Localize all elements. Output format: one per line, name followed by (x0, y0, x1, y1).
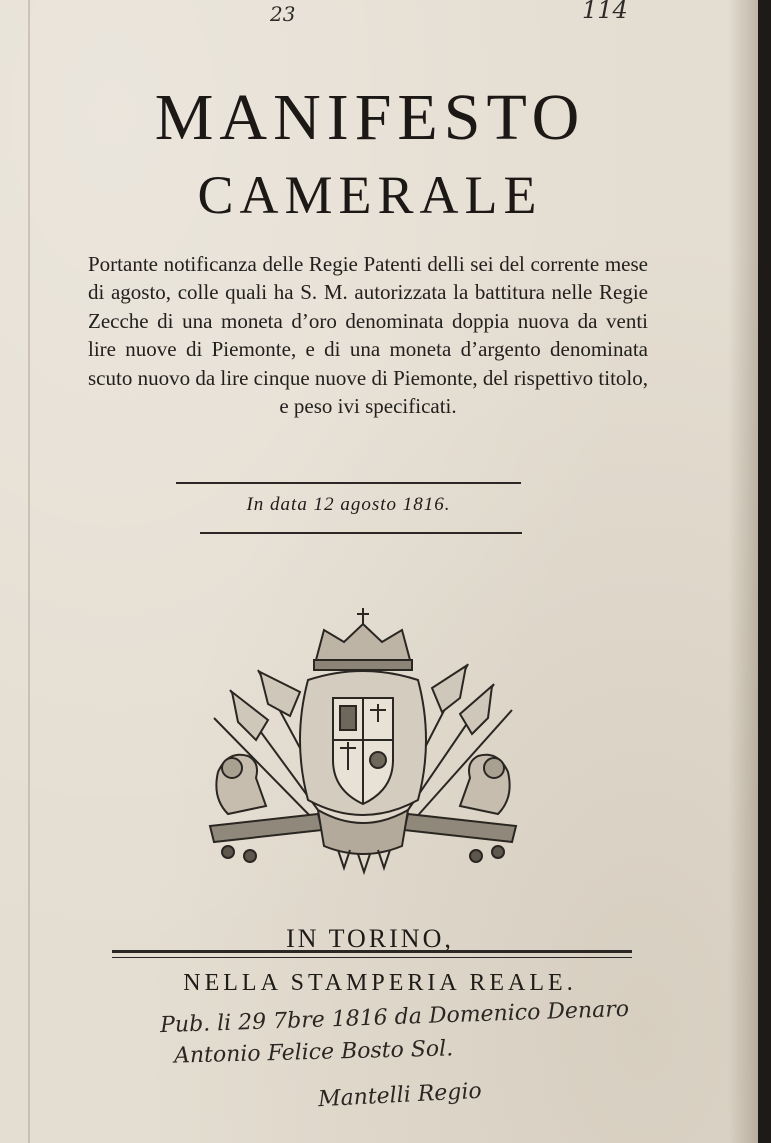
handwritten-note-line-1: Pub. li 29 7bre 1816 da Domenico Denaro (159, 996, 630, 1039)
title-line-1: MANIFESTO (154, 81, 586, 154)
imprint-printer: NELLA STAMPERIA REALE. (183, 970, 577, 996)
page-number-right: 114 (582, 0, 628, 24)
imprint-rule-thin (112, 957, 632, 958)
handwritten-signature: Mantelli Regio (317, 1078, 483, 1113)
date-line: In data 12 agosto 1816. (246, 494, 451, 515)
imprint-rule-thick (112, 950, 632, 953)
title-line-2: CAMERALE (197, 165, 543, 225)
bottom-rule (200, 532, 522, 534)
page-number-left: 23 (270, 2, 296, 26)
royal-coat-of-arms-icon (198, 600, 528, 880)
description-paragraph: Portante notificanza delle Regie Patenti delli sei del corrente mese di agosto, colle quali ha S. M. autorizzata la battitura nelle Regie Zecche di una moneta d’oro denominata doppia nuova da venti lire nuove di Piemonte, e di una moneta d’argento denominata scuto nuovo da lire cinque nuove di Piemonte, del rispettivo titolo, e peso ivi specificati. (88, 252, 648, 419)
handwritten-note-line-2: Antonio Felice Bosto Sol. (173, 1036, 454, 1069)
imprint-city: IN TORINO, (286, 924, 454, 953)
top-rule (176, 482, 521, 484)
